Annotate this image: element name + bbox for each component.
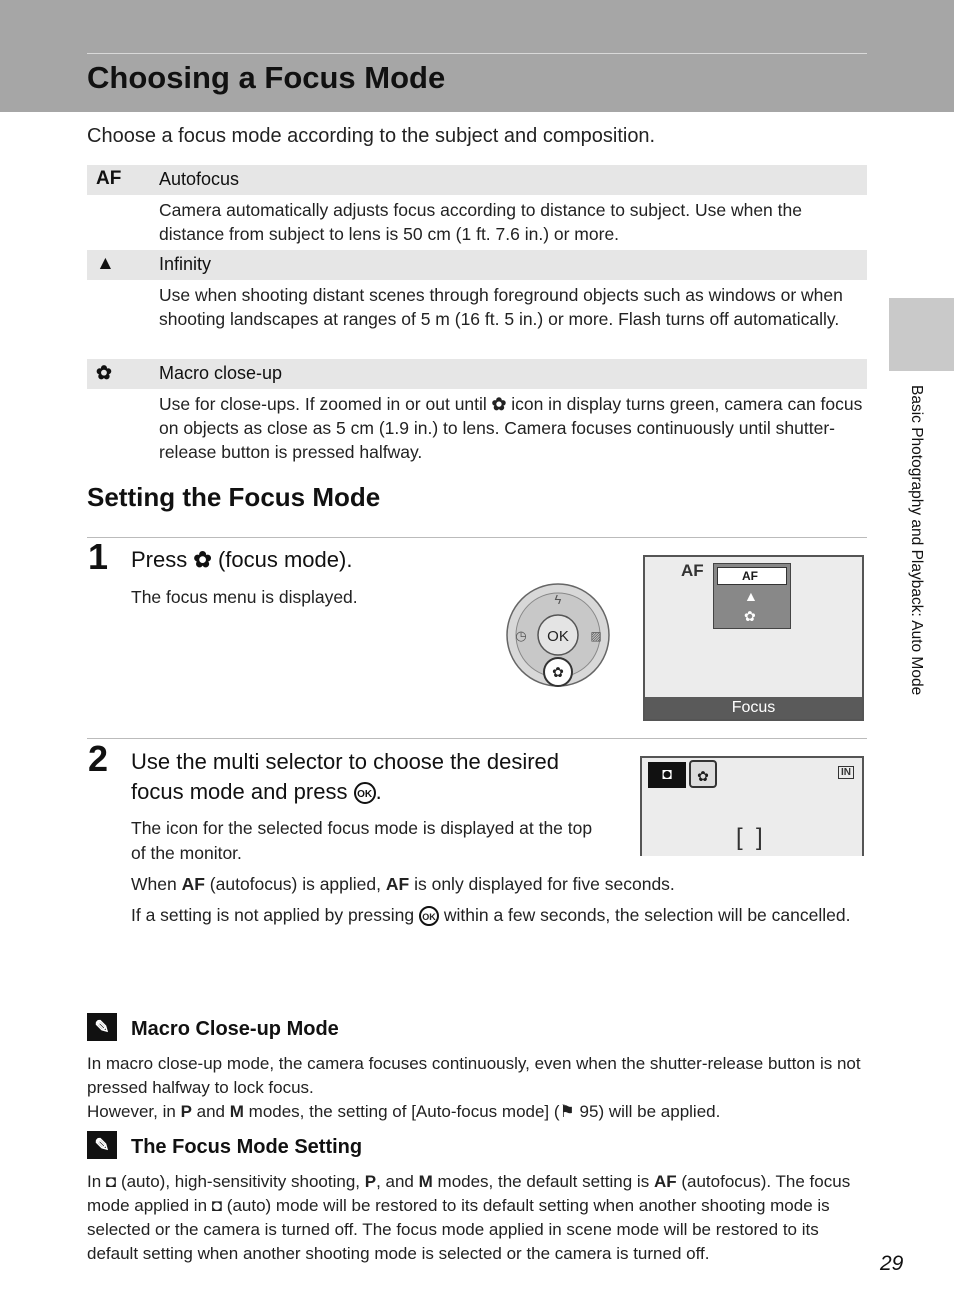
note1-text-a: In macro close-up mode, the camera focuses continuously, even when the shutter-release button is not pressed halfway to lock focus. (87, 1054, 861, 1097)
m-mode-label: M (418, 1172, 433, 1191)
step1-heading-a: Press (131, 547, 188, 572)
macro-inline-icon: ✿ (491, 394, 507, 414)
note1-text-b2: modes, the setting of [Auto-focus mode] ( (248, 1102, 560, 1121)
side-section-label: Basic Photography and Playback: Auto Mode (908, 385, 925, 696)
flash-icon: ϟ (554, 592, 562, 607)
focus-menu-screen (643, 555, 864, 721)
mode-label-autofocus: Autofocus (159, 169, 240, 189)
step2-text1: The icon for the selected focus mode is displayed at the top of the monitor. (131, 818, 593, 863)
step2-number: 2 (88, 738, 109, 779)
note-pencil-icon: ✎ (87, 1131, 117, 1159)
ok-inline-icon: OK (419, 906, 439, 926)
note1-and: and (196, 1102, 226, 1121)
ok-label: OK (547, 628, 569, 645)
header-rule (87, 53, 867, 54)
macro-indicator-icon: ✿ (689, 760, 717, 788)
macro-button-icon: ✿ (552, 664, 564, 680)
autofocus-inline-icon: AF (653, 1172, 677, 1191)
focus-bracket: [ ] (736, 824, 763, 851)
step2-text2-b: (autofocus) is applied, (209, 874, 382, 894)
step2-text2-c: is only displayed for five seconds. (414, 874, 675, 894)
mode-desc-macro-a: Use for close-ups. If zoomed in or out until (159, 394, 487, 414)
step1-number: 1 (88, 536, 109, 577)
mode-label-infinity: Infinity (159, 254, 212, 274)
step2-heading (131, 747, 611, 807)
camera-mode-icon: ◘ (648, 762, 686, 788)
mode-desc-infinity: Use when shooting distant scenes through foreground objects such as windows or when shooting landscapes at ranges of 5 m (16 ft. 5 in.) or more. Flash turns off automatically. (159, 285, 843, 329)
macro-icon: ✿ (96, 363, 112, 384)
note2-s4: modes, the default setting is (437, 1172, 650, 1191)
note2-s3: , and (376, 1172, 414, 1191)
p-mode-label: P (364, 1172, 377, 1191)
step2-text2 (131, 872, 851, 897)
step-rule (87, 738, 867, 739)
focus-bar-label: Focus (645, 697, 862, 719)
reference-icon: ⚑ (559, 1102, 575, 1121)
autofocus-inline-icon: AF (385, 874, 410, 894)
ok-inline-icon: OK (354, 782, 376, 804)
mode-label-macro: Macro close-up (159, 363, 283, 383)
focus-menu-option-macro[interactable]: ✿ (744, 608, 756, 624)
step1-heading (131, 545, 352, 575)
mode-desc-autofocus: Camera automatically adjusts focus according to distance to subject. Use when the distance from subject to lens is 50 cm (1 ft. 7.6 in.) or more. (159, 200, 802, 244)
intro-text: Choose a focus mode according to the subject and composition. (87, 125, 656, 147)
internal-memory-icon: IN (838, 766, 854, 779)
self-timer-icon: ◷ (515, 628, 527, 643)
step2-text3-a: If a setting is not applied by pressing (131, 905, 415, 925)
mode-desc-macro (159, 392, 864, 464)
section-tab (889, 298, 954, 371)
focus-menu-option-af[interactable]: AF (717, 567, 787, 585)
note-pencil-icon: ✎ (87, 1013, 117, 1041)
autofocus-icon: AF (96, 168, 122, 189)
step2-text2-a: When (131, 874, 177, 894)
step2-text3-b: within a few seconds, the selection will be cancelled. (443, 905, 851, 925)
note2-s1: In (87, 1172, 102, 1191)
focus-menu-option-infinity[interactable]: ▲ (744, 588, 758, 604)
step2-heading-a: Use the multi selector to choose the desired (131, 749, 560, 774)
mode-desc-macro-b: icon in display turns green, camera can focus on objects as close as 5 cm (1.9 in.) to lens. Camera focuses continuously until shutter-release button is pressed halfway. (159, 394, 863, 462)
p-mode-label: P (180, 1102, 192, 1121)
macro-inline-icon: ✿ (193, 547, 212, 572)
m-mode-label: M (229, 1102, 244, 1121)
step2-heading-b: focus mode and press (131, 779, 348, 804)
note1-text-b3: 95) will be applied. (579, 1102, 721, 1121)
note2-title: The Focus Mode Setting (131, 1136, 363, 1158)
note1-text-b1: However, in (87, 1102, 176, 1121)
camera-auto-icon: ◘ (105, 1172, 117, 1191)
multi-selector[interactable] (505, 582, 611, 688)
infinity-icon: ▲ (96, 253, 115, 274)
monitor-screen (640, 756, 864, 856)
page-title: Choosing a Focus Mode (87, 60, 446, 95)
step1-text: The focus menu is displayed. (131, 587, 358, 607)
step2-heading-c: . (375, 779, 382, 804)
note2-s2: (auto), high-sensitivity shooting, (120, 1172, 360, 1191)
note2-s6: (auto) mode will be restored to its default setting when another shooting mode is selected or the camera is turned off. The focus mode applied in scene mode will be restored to its default setting when another shooting mode is selected or the camera is turned off. (87, 1196, 830, 1263)
camera-auto-icon: ◘ (211, 1196, 223, 1215)
note2-s5: (autofocus). The focus mode applied in (87, 1172, 851, 1215)
screen-af-icon: AF (681, 561, 704, 580)
section-title: Setting the Focus Mode (87, 482, 381, 512)
page-number: 29 (880, 1252, 904, 1275)
note2-text (87, 1170, 867, 1266)
section-rule (87, 537, 867, 538)
autofocus-inline-icon: AF (181, 874, 205, 894)
note1-title: Macro Close-up Mode (131, 1018, 339, 1040)
step2-text3 (131, 903, 851, 928)
focus-menu-panel[interactable] (713, 563, 791, 629)
exposure-icon: ▨ (590, 629, 602, 643)
step1-heading-b: (focus mode). (217, 547, 353, 572)
note1-text (87, 1052, 867, 1124)
